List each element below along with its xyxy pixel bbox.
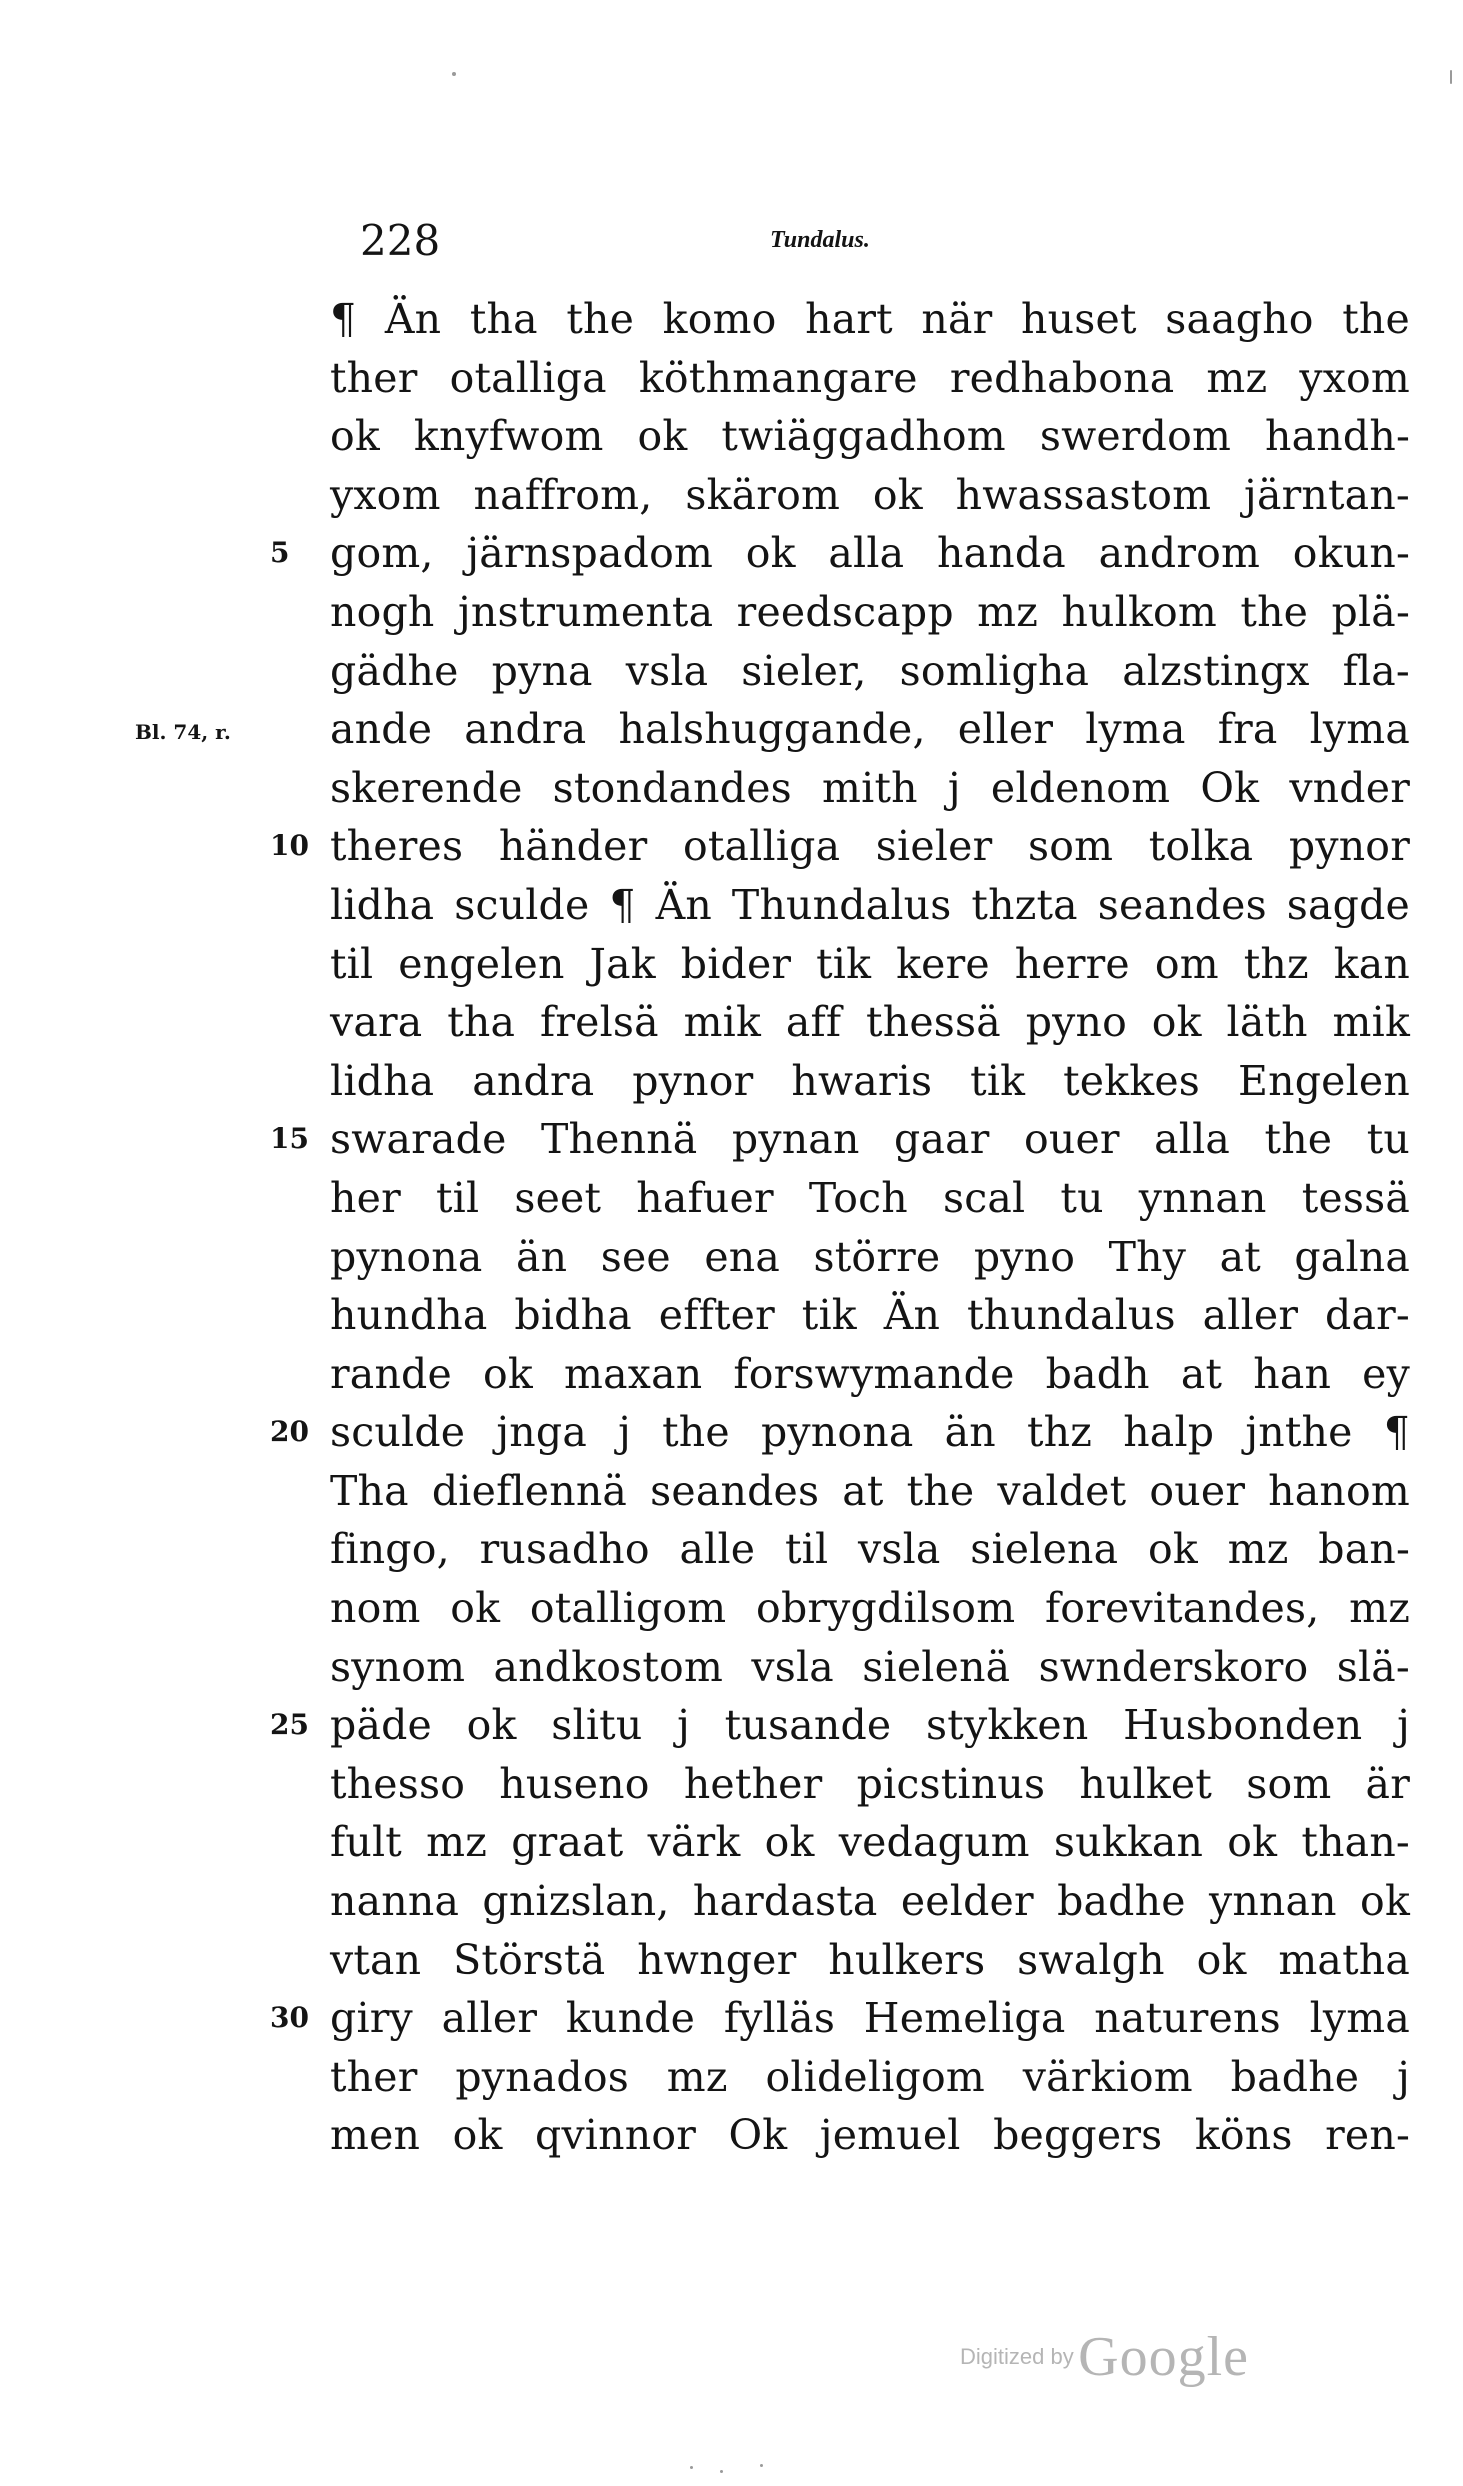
line-number: 20	[270, 1415, 309, 1449]
line-text: hundha bidha effter tik Än thundalus aller dar-	[330, 1291, 1410, 1340]
text-line	[330, 700, 1410, 759]
text-line	[270, 1110, 1410, 1169]
line-text: pynona än see ena större pyno Thy at galna	[330, 1232, 1410, 1281]
line-number: 25	[270, 1708, 309, 1742]
text-line	[330, 349, 1410, 408]
line-text: nom ok otalligom obrygdilsom forevitandes, mz	[330, 1584, 1410, 1633]
text-line	[330, 1286, 1410, 1345]
line-text: giry aller kunde fylläs Hemeliga naturens lyma	[330, 1994, 1410, 2043]
scan-speck	[452, 72, 456, 76]
text-line	[330, 1813, 1410, 1872]
line-text: sculde jnga j the pynona än thz halp jnthe ¶	[330, 1408, 1410, 1457]
line-text: nogh jnstrumenta reedscapp mz hulkom the plä-	[330, 587, 1410, 636]
text-line	[330, 935, 1410, 994]
body-text	[270, 290, 1410, 2165]
text-line	[330, 993, 1410, 1052]
text-line	[330, 2106, 1410, 2165]
line-text: ande andra halshuggande, eller lyma fra lyma	[330, 705, 1410, 754]
scan-speck	[1450, 70, 1452, 84]
text-line	[330, 1931, 1410, 1990]
text-line	[330, 876, 1410, 935]
text-line	[330, 1462, 1410, 1521]
line-number: 10	[270, 829, 309, 863]
line-text: nanna gnizslan, hardasta eelder badhe ynnan ok	[330, 1877, 1410, 1926]
text-line	[270, 1696, 1410, 1755]
margin-note: Bl. 74, r.	[135, 720, 231, 744]
line-text: lidha andra pynor hwaris tik tekkes Engelen	[330, 1056, 1410, 1105]
scan-speck	[760, 2464, 763, 2467]
page-number: 228	[360, 216, 441, 265]
text-line	[270, 1403, 1410, 1462]
watermark-prefix: Digitized by	[960, 2344, 1074, 2369]
scan-speck	[690, 2466, 693, 2469]
line-number: 30	[270, 2001, 309, 2035]
line-text: lidha sculde ¶ Än Thundalus thzta seandes sagde	[330, 880, 1410, 929]
text-line	[330, 642, 1410, 701]
digitized-watermark	[960, 2325, 1249, 2389]
text-line	[330, 1228, 1410, 1287]
line-text: gom, järnspadom ok alla handa androm okun-	[330, 529, 1410, 578]
text-line	[330, 290, 1410, 349]
line-number: 15	[270, 1122, 309, 1156]
text-line	[330, 407, 1410, 466]
scan-speck	[720, 2470, 723, 2473]
text-line	[330, 1169, 1410, 1228]
text-line	[330, 2048, 1410, 2107]
text-line	[330, 466, 1410, 525]
text-line	[330, 1052, 1410, 1111]
line-text: her til seet hafuer Toch scal tu ynnan tessä	[330, 1173, 1410, 1222]
line-text: synom andkostom vsla sielenä swnderskoro slä-	[330, 1642, 1410, 1691]
line-text: fult mz graat värk ok vedagum sukkan ok than-	[330, 1818, 1410, 1867]
text-line	[330, 1579, 1410, 1638]
line-text: ok knyfwom ok twiäggadhom swerdom handh-	[330, 412, 1410, 461]
watermark-brand: Google	[1078, 2326, 1250, 2388]
text-line	[330, 583, 1410, 642]
line-number: 5	[270, 536, 290, 570]
line-text: päde ok slitu j tusande stykken Husbonden j	[330, 1701, 1410, 1750]
text-line	[330, 1872, 1410, 1931]
text-line	[330, 759, 1410, 818]
line-text: swarade Thennä pynan gaar ouer alla the tu	[330, 1115, 1410, 1164]
line-text: vtan Störstä hwnger hulkers swalgh ok matha	[330, 1935, 1410, 1984]
text-line	[330, 1755, 1410, 1814]
text-line	[330, 1345, 1410, 1404]
text-line	[330, 1638, 1410, 1697]
text-line	[330, 1520, 1410, 1579]
line-text: ther pynados mz olideligom värkiom badhe j	[330, 2052, 1410, 2101]
text-line	[270, 1989, 1410, 2048]
text-line	[270, 524, 1410, 583]
line-text: theres händer otalliga sieler som tolka pynor	[330, 822, 1410, 871]
line-text: yxom naffrom, skärom ok hwassastom järntan-	[330, 470, 1410, 519]
line-text: fingo, rusadho alle til vsla sielena ok mz ban-	[330, 1525, 1410, 1574]
line-text: men ok qvinnor Ok jemuel beggers köns ren-	[330, 2111, 1410, 2160]
line-text: ther otalliga köthmangare redhabona mz yxom	[330, 353, 1410, 402]
line-text: ¶ Än tha the komo hart när huset saagho the	[330, 295, 1410, 343]
running-title: Tundalus.	[770, 227, 870, 253]
text-line	[270, 817, 1410, 876]
line-text: thesso huseno hether picstinus hulket som är	[330, 1759, 1410, 1808]
line-text: vara tha frelsä mik aff thessä pyno ok läth mik	[330, 998, 1410, 1047]
line-text: rande ok maxan forswymande badh at han ey	[330, 1349, 1410, 1398]
line-text: til engelen Jak bider tik kere herre om thz kan	[330, 939, 1410, 988]
line-text: gädhe pyna vsla sieler, somligha alzstingx fla-	[330, 646, 1410, 695]
line-text: Tha dieflennä seandes at the valdet ouer hanom	[330, 1466, 1410, 1515]
line-text: skerende stondandes mith j eldenom Ok vnder	[330, 763, 1410, 812]
